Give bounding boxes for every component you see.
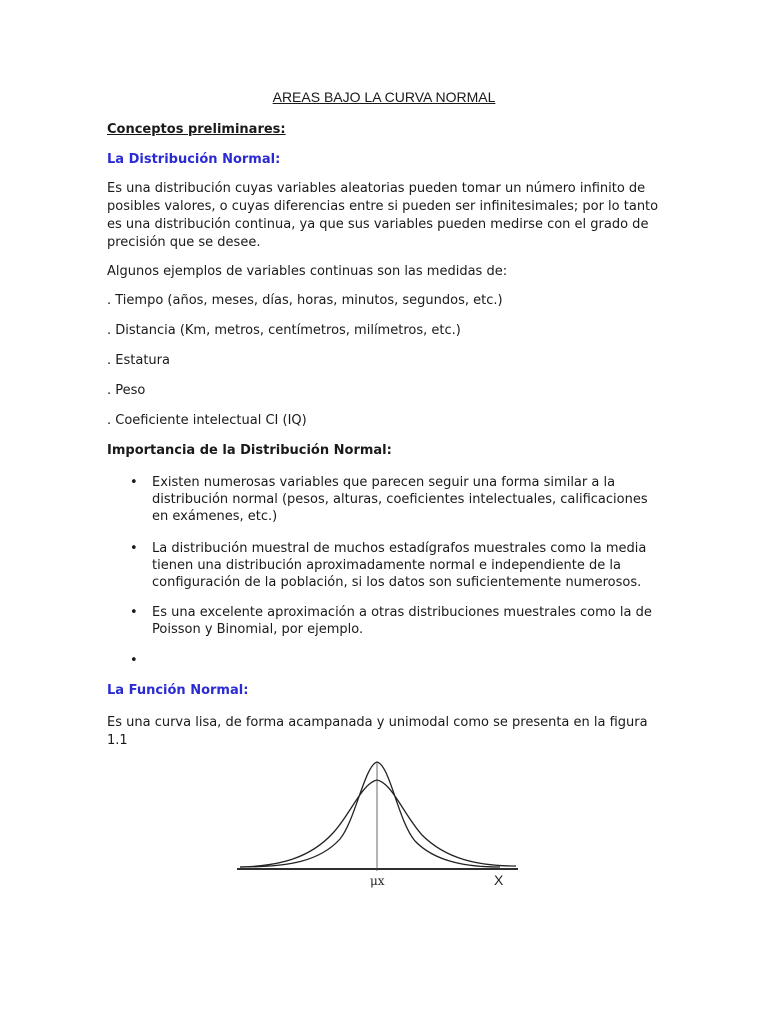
normal-curve-figure	[200, 745, 540, 895]
bullet-glyph: •	[130, 605, 138, 620]
function-paragraph: Es una curva lisa, de forma acampanada y unimodal como se presenta en la figura 1.1	[107, 715, 648, 748]
x-axis-label: X	[494, 872, 504, 888]
examples-intro: Algunos ejemplos de variables continuas son las medidas de:	[107, 264, 508, 279]
prelim-heading: Conceptos preliminares:	[107, 122, 286, 137]
bullet-text: Existen numerosas variables que parecen seguir una forma similar a la distribución normal (pesos, alturas, coeficientes intelectuales, calificaciones en exámenes, etc.)	[152, 475, 648, 524]
bullet-text: Es una excelente aproximación a otras distribuciones muestrales como la de Poisson y Binomial, por ejemplo.	[152, 605, 652, 637]
bullet-text: La distribución muestral de muchos estadígrafos muestrales como la media tienen una distribución aproximadamente normal e independiente de la configuración de la población, si los datos son suficientemente numerosos.	[152, 541, 647, 590]
example-item: . Estatura	[107, 353, 170, 368]
example-item: . Distancia (Km, metros, centímetros, milímetros, etc.)	[107, 323, 461, 338]
function-heading: La Función Normal:	[107, 683, 249, 698]
intro-paragraph: Es una distribución cuyas variables aleatorias pueden tomar un número infinito de posibles valores, o cuyas diferencias entre si pueden ser infinitesimales; por lo tanto es una distribución continua, ya que sus variables pueden medirse con el grado de precisión que se desee.	[107, 181, 659, 250]
example-item: . Tiempo (años, meses, días, horas, minutos, segundos, etc.)	[107, 293, 503, 308]
example-item: . Peso	[107, 383, 146, 398]
bullet-glyph: •	[130, 541, 138, 556]
example-item: . Coeficiente intelectual CI (IQ)	[107, 413, 307, 428]
page-title: AREAS BAJO LA CURVA NORMAL	[272, 89, 496, 105]
bullet-glyph: •	[130, 653, 138, 668]
narrow-curve	[240, 762, 500, 867]
importance-heading: Importancia de la Distribución Normal:	[107, 443, 392, 458]
mu-label: μx	[370, 874, 385, 888]
normal-dist-heading: La Distribución Normal:	[107, 152, 281, 167]
bullet-glyph: •	[130, 475, 138, 490]
wide-curve	[240, 780, 516, 867]
